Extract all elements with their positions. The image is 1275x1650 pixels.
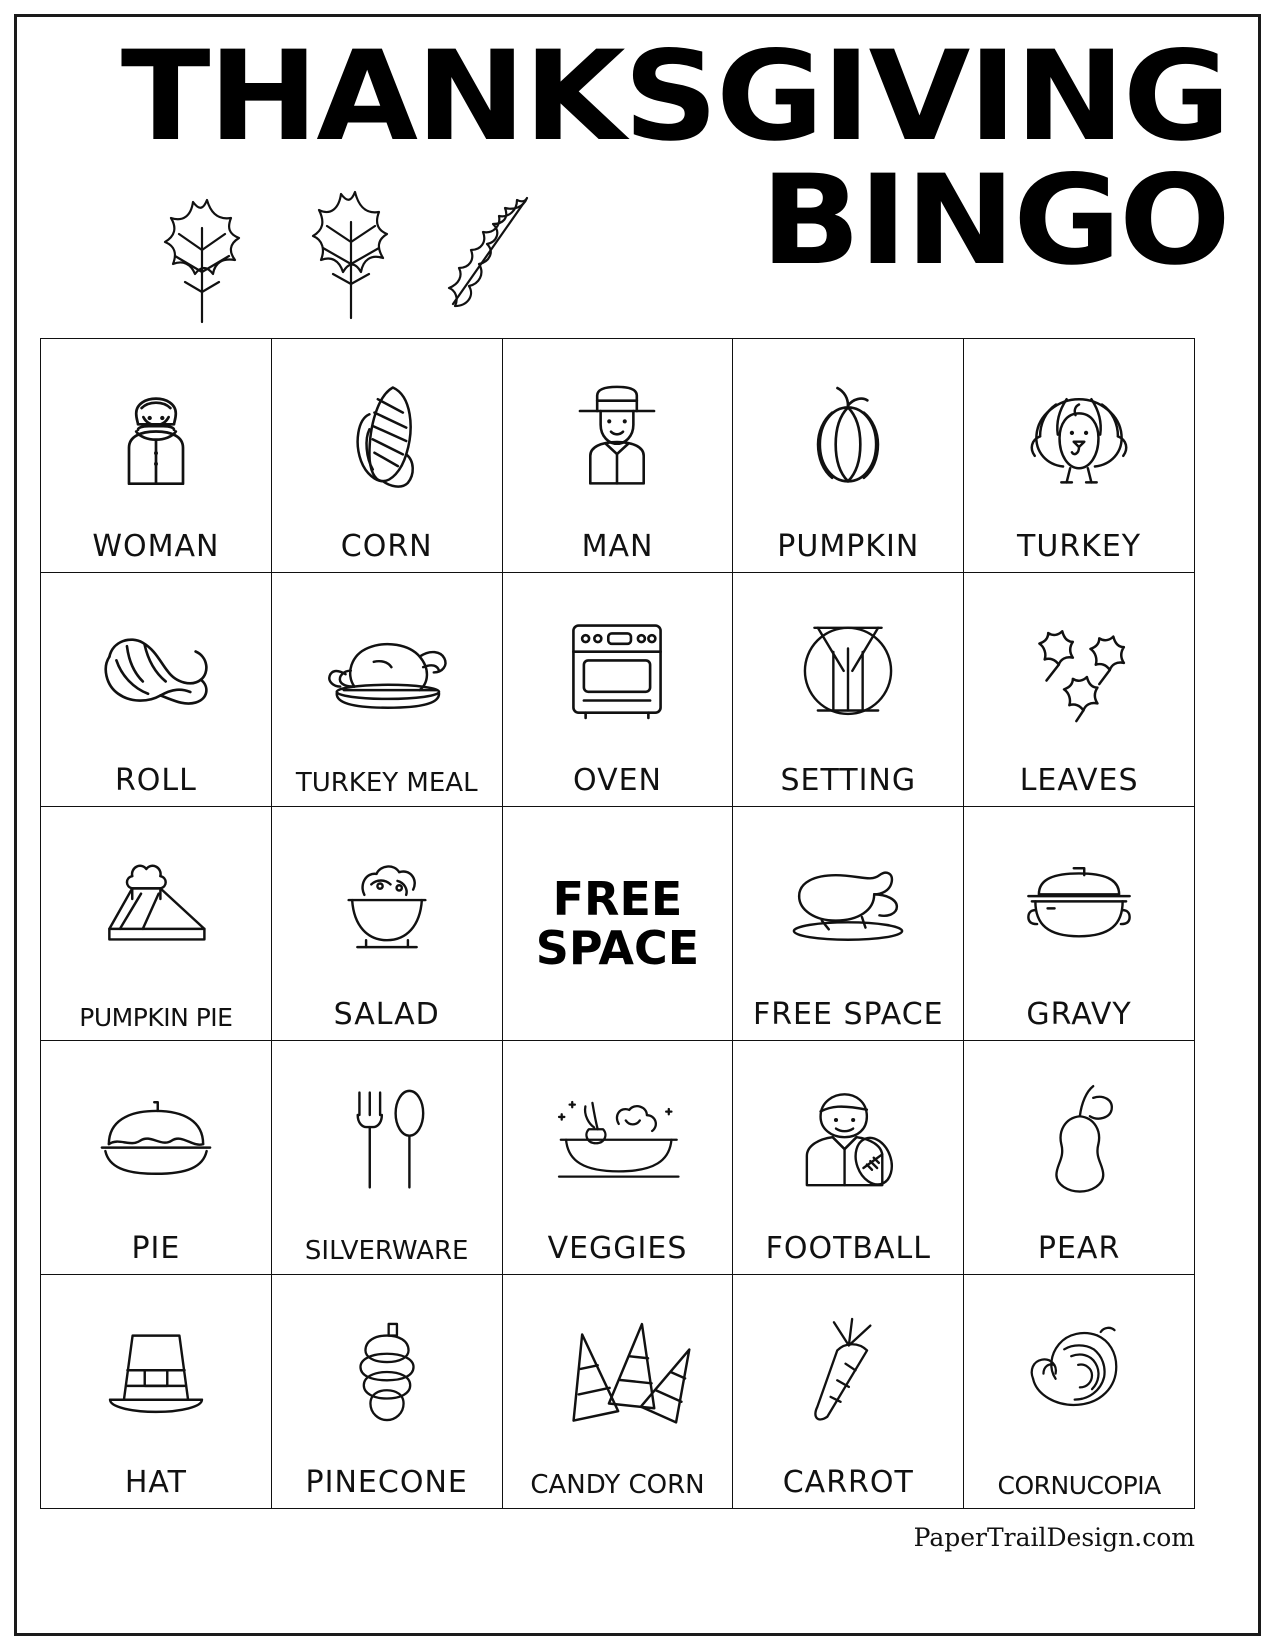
bingo-cell[interactable] [733, 1041, 964, 1275]
candy-corn-icon [503, 1275, 733, 1472]
bingo-cell-label: ROLL [114, 763, 197, 798]
bingo-cell[interactable] [503, 1275, 734, 1509]
bingo-cell-label: FOOTBALL [765, 1231, 931, 1266]
bingo-cell[interactable] [733, 339, 964, 573]
bingo-cell-label: MAN [581, 529, 654, 564]
bingo-cell-label: WOMAN [92, 529, 220, 564]
roast-turkey-platter-icon [272, 573, 502, 770]
cornucopia-icon [964, 1275, 1194, 1473]
carrot-icon [733, 1275, 963, 1468]
casserole-dish-icon [964, 807, 1194, 1000]
bingo-cell-label: CORNUCOPIA [997, 1471, 1161, 1500]
title-block [40, 25, 1235, 330]
bingo-cell-label: CORN [340, 529, 433, 564]
bingo-cell-label: PUMPKIN [777, 529, 920, 564]
bingo-cell[interactable] [272, 807, 503, 1041]
bingo-cell[interactable] [41, 573, 272, 807]
page-title-line-1: THANKSGIVING [120, 25, 1229, 169]
bingo-cell[interactable] [964, 339, 1195, 573]
football-player-icon [733, 1041, 963, 1234]
footer-credit-text: PaperTrailDesign.com [913, 1523, 1195, 1552]
bingo-cell-label: PINECONE [305, 1465, 468, 1500]
bingo-cell[interactable] [733, 1275, 964, 1509]
bingo-cell-label: CANDY CORN [530, 1470, 705, 1500]
gravy-boat-icon [733, 807, 963, 1000]
maple-leaves-decoration [135, 188, 595, 328]
bingo-cell[interactable] [41, 1275, 272, 1509]
bingo-cell[interactable] [41, 1041, 272, 1275]
turkey-bird-icon [964, 339, 1194, 532]
bingo-cell[interactable] [503, 339, 734, 573]
printable-bingo-card [40, 25, 1235, 1610]
free-space-line-2: SPACE [535, 920, 700, 975]
footer-credit [40, 1523, 1195, 1552]
bingo-cell[interactable] [733, 807, 964, 1041]
bingo-cell[interactable] [272, 1275, 503, 1509]
fork-and-spoon-icon [272, 1041, 502, 1238]
page-title-line-2: BINGO [760, 149, 1229, 294]
bingo-cell[interactable] [272, 339, 503, 573]
bingo-cell-label: PUMPKIN PIE [79, 1003, 233, 1032]
croissant-roll-icon [41, 573, 271, 766]
pilgrim-woman-icon [41, 339, 271, 532]
bingo-cell-label: SILVERWARE [304, 1236, 469, 1266]
bingo-grid [40, 338, 1195, 1509]
pear-icon [964, 1041, 1194, 1234]
bingo-cell-label: SETTING [780, 763, 917, 798]
bingo-cell-label: HAT [124, 1465, 187, 1500]
oven-icon [503, 573, 733, 766]
bingo-cell[interactable] [964, 1041, 1195, 1275]
bingo-free-space-cell[interactable] [503, 807, 734, 1041]
bingo-cell[interactable] [272, 573, 503, 807]
veggie-bowl-icon [503, 1041, 733, 1234]
bingo-cell[interactable] [272, 1041, 503, 1275]
bingo-cell[interactable] [41, 339, 272, 573]
bingo-cell-label: PIE [131, 1231, 181, 1266]
bingo-cell-label: PEAR [1037, 1231, 1121, 1266]
bingo-cell-label: CARROT [782, 1465, 914, 1500]
bingo-cell-label: SALAD [333, 997, 440, 1032]
pumpkin-icon [733, 339, 963, 532]
bingo-cell[interactable] [503, 573, 734, 807]
bingo-cell[interactable] [503, 1041, 734, 1275]
bingo-cell[interactable] [41, 807, 272, 1041]
bingo-cell-label: GRAVY [1026, 997, 1132, 1032]
corn-icon [272, 339, 502, 532]
bingo-cell[interactable] [733, 573, 964, 807]
salad-bowl-icon [272, 807, 502, 1000]
bingo-cell[interactable] [964, 573, 1195, 807]
place-setting-icon [733, 573, 963, 766]
pilgrim-hat-icon [41, 1275, 271, 1468]
leaves-icon [964, 573, 1194, 766]
bingo-cell-label: LEAVES [1019, 763, 1139, 798]
bingo-cell-label: VEGGIES [547, 1231, 688, 1266]
bingo-cell-label: TURKEY [1017, 529, 1142, 564]
bingo-cell-label: TURKEY MEAL [295, 768, 478, 798]
whole-pie-icon [41, 1041, 271, 1234]
free-space-line-1: FREE [552, 872, 683, 927]
pinecone-icon [272, 1275, 502, 1468]
pumpkin-pie-slice-icon [41, 807, 271, 1005]
bingo-cell[interactable] [964, 1275, 1195, 1509]
pilgrim-man-icon [503, 339, 733, 532]
bingo-cell[interactable] [964, 807, 1195, 1041]
bingo-cell-label: FREE SPACE [752, 997, 944, 1032]
bingo-cell-label: OVEN [572, 763, 662, 798]
